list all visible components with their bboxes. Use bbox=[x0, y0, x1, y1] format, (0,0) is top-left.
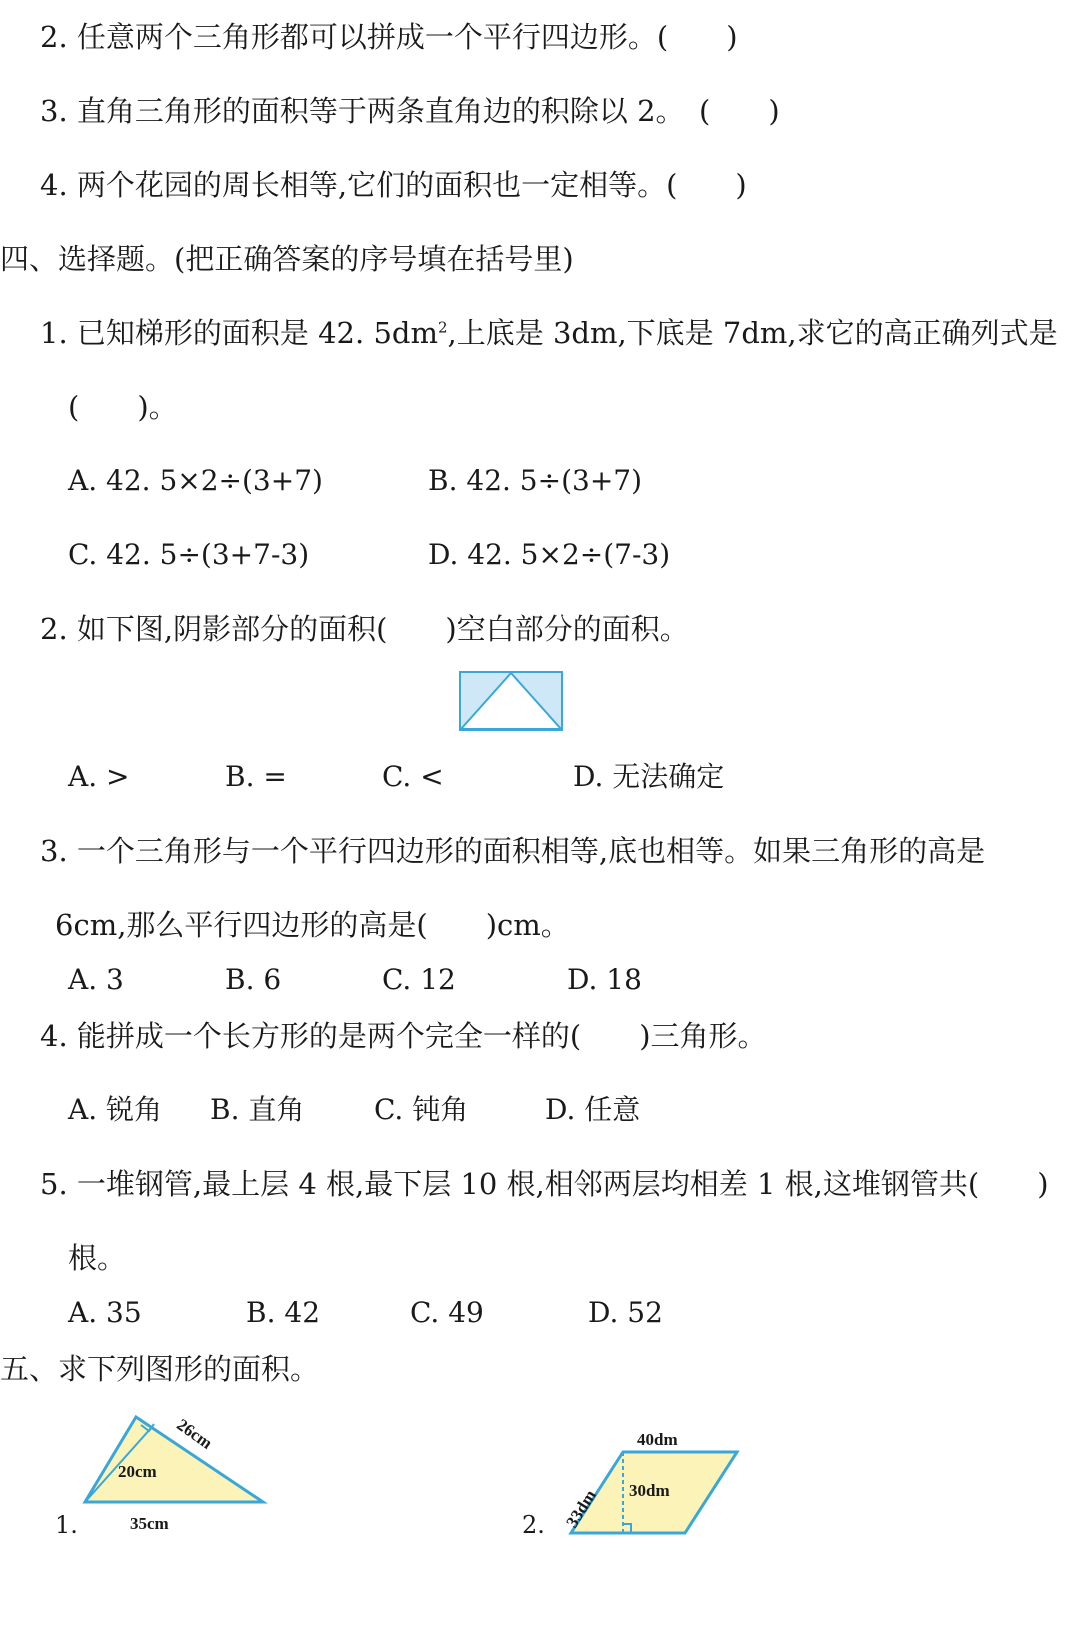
q1-option-b: B. 42. 5÷(3+7) bbox=[428, 464, 643, 497]
q5-option-d: D. 52 bbox=[588, 1296, 663, 1329]
q1-text-b: ,上底是 3dm,下底是 7dm,求它的高正确列式是 bbox=[447, 316, 1058, 350]
fig1-base-label: 35cm bbox=[130, 1514, 169, 1533]
judge-item-2: 2. 任意两个三角形都可以拼成一个平行四边形。( ) bbox=[40, 20, 738, 54]
q3-option-c: C. 12 bbox=[382, 963, 456, 996]
q4-option-d: D. 任意 bbox=[545, 1093, 641, 1126]
q2-figure bbox=[458, 670, 566, 734]
q1-option-c: C. 42. 5÷(3+7-3) bbox=[68, 538, 310, 571]
q5-line1: 5. 一堆钢管,最上层 4 根,最下层 10 根,相邻两层均相差 1 根,这堆钢管共( ) bbox=[40, 1167, 1049, 1201]
q5-option-b: B. 42 bbox=[246, 1296, 321, 1329]
section5-heading: 五、求下列图形的面积。 bbox=[0, 1352, 320, 1386]
judge-item-4: 4. 两个花园的周长相等,它们的面积也一定相等。( ) bbox=[40, 168, 747, 202]
q4-option-b: B. 直角 bbox=[210, 1093, 305, 1126]
q2-option-b: B. = bbox=[225, 760, 287, 793]
q5-option-c: C. 49 bbox=[410, 1296, 484, 1329]
q1-text-a: 1. 已知梯形的面积是 42. 5dm bbox=[40, 316, 438, 350]
q5-line2: 根。 bbox=[68, 1241, 127, 1275]
q2-option-c: C. < bbox=[382, 760, 444, 793]
fig2-top-label: 40dm bbox=[637, 1430, 678, 1449]
q2-option-d: D. 无法确定 bbox=[573, 760, 725, 793]
q2-text: 2. 如下图,阴影部分的面积( )空白部分的面积。 bbox=[40, 612, 689, 646]
section4-heading: 四、选择题。(把正确答案的序号填在括号里) bbox=[0, 242, 574, 276]
q3-line2: 6cm,那么平行四边形的高是( )cm。 bbox=[55, 908, 570, 942]
fig1-height-label: 20cm bbox=[118, 1462, 157, 1481]
q1-line2: ( )。 bbox=[68, 390, 178, 424]
q2-option-a: A. > bbox=[68, 760, 130, 793]
q1-line1 bbox=[40, 316, 1058, 350]
figure-1-number: 1. bbox=[55, 1511, 78, 1539]
q3-option-b: B. 6 bbox=[225, 963, 282, 996]
fig2-height-label: 30dm bbox=[629, 1481, 670, 1500]
q5-option-a: A. 35 bbox=[68, 1296, 142, 1329]
fig2-side-label: 33dm bbox=[562, 1486, 600, 1531]
q3-line1: 3. 一个三角形与一个平行四边形的面积相等,底也相等。如果三角形的高是 bbox=[40, 834, 986, 868]
fig1-hyp-label: 26cm bbox=[173, 1415, 216, 1453]
q3-option-a: A. 3 bbox=[68, 963, 124, 996]
q1-sup: 2 bbox=[437, 318, 448, 337]
q1-option-d: D. 42. 5×2÷(7-3) bbox=[428, 538, 671, 571]
q4-text: 4. 能拼成一个长方形的是两个完全一样的( )三角形。 bbox=[40, 1019, 767, 1053]
q1-option-a: A. 42. 5×2÷(3+7) bbox=[68, 464, 323, 497]
figure-2-number: 2. bbox=[522, 1511, 545, 1539]
figure-1-triangle bbox=[50, 1405, 290, 1545]
judge-item-3: 3. 直角三角形的面积等于两条直角边的积除以 2。 ( ) bbox=[40, 94, 780, 128]
q3-option-d: D. 18 bbox=[567, 963, 642, 996]
q4-option-c: C. 钝角 bbox=[374, 1093, 469, 1126]
figure-2-parallelogram bbox=[545, 1420, 755, 1545]
q4-option-a: A. 锐角 bbox=[68, 1093, 163, 1126]
